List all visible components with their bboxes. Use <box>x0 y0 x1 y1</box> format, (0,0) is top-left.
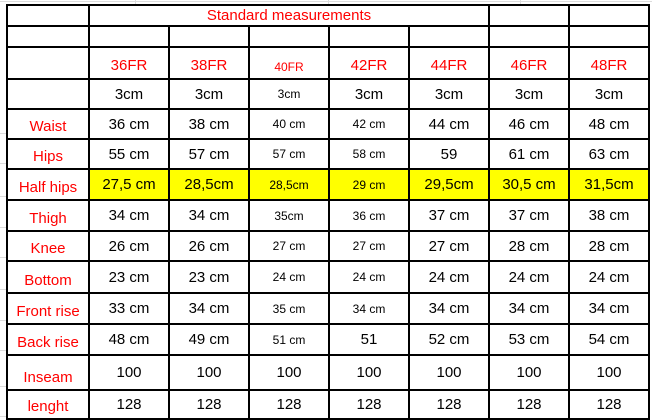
value-cell-hips-42fr[interactable]: 58 cm <box>330 140 408 168</box>
value-cell-bottom-36fr[interactable]: 23 cm <box>90 262 168 292</box>
value-cell-hips-36fr[interactable]: 55 cm <box>90 140 168 168</box>
empty-cell[interactable] <box>250 27 328 46</box>
value-cell-waist-42fr[interactable]: 42 cm <box>330 110 408 138</box>
value-cell-hips-40fr[interactable]: 57 cm <box>250 140 328 168</box>
gauge-cell[interactable]: 3cm <box>170 80 248 108</box>
value-cell-back-rise-40fr[interactable]: 51 cm <box>250 325 328 354</box>
row-label-inseam[interactable]: Inseam <box>8 356 88 389</box>
table-title[interactable]: Standard measurements <box>90 6 488 25</box>
value-cell-waist-38fr[interactable]: 38 cm <box>170 110 248 138</box>
gridline-top <box>0 1 652 2</box>
empty-cell[interactable] <box>410 27 488 46</box>
gauge-cell[interactable]: 3cm <box>330 80 408 108</box>
value-cell-waist-44fr[interactable]: 44 cm <box>410 110 488 138</box>
value-cell-bottom-46fr[interactable]: 24 cm <box>490 262 568 292</box>
value-cell-front-rise-46fr[interactable]: 34 cm <box>490 294 568 323</box>
empty-cell[interactable] <box>570 27 648 46</box>
value-cell-inseam-48fr[interactable]: 100 <box>570 356 648 389</box>
empty-cell[interactable] <box>8 27 88 46</box>
gauge-cell[interactable]: 3cm <box>490 80 568 108</box>
value-cell-knee-44fr[interactable]: 27 cm <box>410 232 488 260</box>
value-cell-lenght-44fr[interactable]: 128 <box>410 391 488 418</box>
value-cell-knee-40fr[interactable]: 27 cm <box>250 232 328 260</box>
value-cell-lenght-48fr[interactable]: 128 <box>570 391 648 418</box>
value-cell-back-rise-36fr[interactable]: 48 cm <box>90 325 168 354</box>
value-cell-knee-48fr[interactable]: 28 cm <box>570 232 648 260</box>
value-cell-inseam-40fr[interactable]: 100 <box>250 356 328 389</box>
value-cell-back-rise-48fr[interactable]: 54 cm <box>570 325 648 354</box>
value-cell-front-rise-42fr[interactable]: 34 cm <box>330 294 408 323</box>
row-label-hips[interactable]: Hips <box>8 140 88 168</box>
empty-cell[interactable] <box>90 27 168 46</box>
value-cell-lenght-46fr[interactable]: 128 <box>490 391 568 418</box>
value-cell-back-rise-38fr[interactable]: 49 cm <box>170 325 248 354</box>
value-cell-back-rise-46fr[interactable]: 53 cm <box>490 325 568 354</box>
value-cell-knee-38fr[interactable]: 26 cm <box>170 232 248 260</box>
gauge-cell[interactable]: 3cm <box>570 80 648 108</box>
value-cell-inseam-36fr[interactable]: 100 <box>90 356 168 389</box>
value-cell-inseam-42fr[interactable]: 100 <box>330 356 408 389</box>
gauge-cell[interactable]: 3cm <box>90 80 168 108</box>
size-col-header-46fr[interactable]: 46FR <box>490 48 568 78</box>
value-cell-thigh-42fr[interactable]: 36 cm <box>330 201 408 230</box>
value-cell-lenght-42fr[interactable]: 128 <box>330 391 408 418</box>
value-cell-front-rise-36fr[interactable]: 33 cm <box>90 294 168 323</box>
value-cell-thigh-38fr[interactable]: 34 cm <box>170 201 248 230</box>
value-cell-half-hips-46fr[interactable]: 30,5 cm <box>490 170 568 199</box>
empty-cell[interactable] <box>170 27 248 46</box>
value-cell-half-hips-48fr[interactable]: 31,5cm <box>570 170 648 199</box>
value-cell-half-hips-38fr[interactable]: 28,5cm <box>170 170 248 199</box>
value-cell-thigh-44fr[interactable]: 37 cm <box>410 201 488 230</box>
value-cell-lenght-36fr[interactable]: 128 <box>90 391 168 418</box>
row-label-back-rise[interactable]: Back rise <box>8 325 88 354</box>
empty-cell[interactable] <box>490 27 568 46</box>
row-label-waist[interactable]: Waist <box>8 110 88 138</box>
value-cell-thigh-36fr[interactable]: 34 cm <box>90 201 168 230</box>
empty-cell[interactable] <box>8 48 88 78</box>
value-cell-waist-46fr[interactable]: 46 cm <box>490 110 568 138</box>
value-cell-bottom-40fr[interactable]: 24 cm <box>250 262 328 292</box>
row-label-half-hips[interactable]: Half hips <box>8 170 88 199</box>
value-cell-thigh-40fr[interactable]: 35cm <box>250 201 328 230</box>
size-col-header-40fr[interactable]: 40FR <box>250 48 328 78</box>
gauge-cell[interactable]: 3cm <box>250 80 328 108</box>
row-label-lenght[interactable]: lenght <box>8 391 88 418</box>
value-cell-waist-36fr[interactable]: 36 cm <box>90 110 168 138</box>
value-cell-thigh-48fr[interactable]: 38 cm <box>570 201 648 230</box>
value-cell-inseam-44fr[interactable]: 100 <box>410 356 488 389</box>
row-label-bottom[interactable]: Bottom <box>8 262 88 292</box>
value-cell-half-hips-40fr[interactable]: 28,5cm <box>250 170 328 199</box>
value-cell-front-rise-44fr[interactable]: 34 cm <box>410 294 488 323</box>
value-cell-inseam-38fr[interactable]: 100 <box>170 356 248 389</box>
value-cell-front-rise-40fr[interactable]: 35 cm <box>250 294 328 323</box>
value-cell-hips-48fr[interactable]: 63 cm <box>570 140 648 168</box>
value-cell-half-hips-42fr[interactable]: 29 cm <box>330 170 408 199</box>
value-cell-knee-42fr[interactable]: 27 cm <box>330 232 408 260</box>
size-col-header-36fr[interactable]: 36FR <box>90 48 168 78</box>
value-cell-half-hips-36fr[interactable]: 27,5 cm <box>90 170 168 199</box>
value-cell-bottom-42fr[interactable]: 24 cm <box>330 262 408 292</box>
value-cell-waist-40fr[interactable]: 40 cm <box>250 110 328 138</box>
size-col-header-38fr[interactable]: 38FR <box>170 48 248 78</box>
value-cell-lenght-40fr[interactable]: 128 <box>250 391 328 418</box>
empty-cell[interactable] <box>570 6 648 25</box>
value-cell-back-rise-42fr[interactable]: 51 <box>330 325 408 354</box>
value-cell-bottom-48fr[interactable]: 24 cm <box>570 262 648 292</box>
gauge-cell[interactable]: 3cm <box>410 80 488 108</box>
value-cell-waist-48fr[interactable]: 48 cm <box>570 110 648 138</box>
value-cell-thigh-46fr[interactable]: 37 cm <box>490 201 568 230</box>
size-col-header-42fr[interactable]: 42FR <box>330 48 408 78</box>
corner-cell[interactable] <box>8 6 88 25</box>
measurements-table <box>6 4 650 420</box>
value-cell-front-rise-48fr[interactable]: 34 cm <box>570 294 648 323</box>
size-col-header-48fr[interactable]: 48FR <box>570 48 648 78</box>
value-cell-bottom-38fr[interactable]: 23 cm <box>170 262 248 292</box>
row-label-thigh[interactable]: Thigh <box>8 201 88 230</box>
row-label-knee[interactable]: Knee <box>8 232 88 260</box>
value-cell-hips-44fr[interactable]: 59 <box>410 140 488 168</box>
empty-cell[interactable] <box>490 6 568 25</box>
value-cell-half-hips-44fr[interactable]: 29,5cm <box>410 170 488 199</box>
row-label-front-rise[interactable]: Front rise <box>8 294 88 323</box>
value-cell-front-rise-38fr[interactable]: 34 cm <box>170 294 248 323</box>
value-cell-hips-38fr[interactable]: 57 cm <box>170 140 248 168</box>
empty-cell[interactable] <box>8 80 88 108</box>
size-col-header-44fr[interactable]: 44FR <box>410 48 488 78</box>
value-cell-knee-36fr[interactable]: 26 cm <box>90 232 168 260</box>
value-cell-knee-46fr[interactable]: 28 cm <box>490 232 568 260</box>
value-cell-lenght-38fr[interactable]: 128 <box>170 391 248 418</box>
value-cell-bottom-44fr[interactable]: 24 cm <box>410 262 488 292</box>
empty-cell[interactable] <box>330 27 408 46</box>
value-cell-inseam-46fr[interactable]: 100 <box>490 356 568 389</box>
value-cell-back-rise-44fr[interactable]: 52 cm <box>410 325 488 354</box>
value-cell-hips-46fr[interactable]: 61 cm <box>490 140 568 168</box>
